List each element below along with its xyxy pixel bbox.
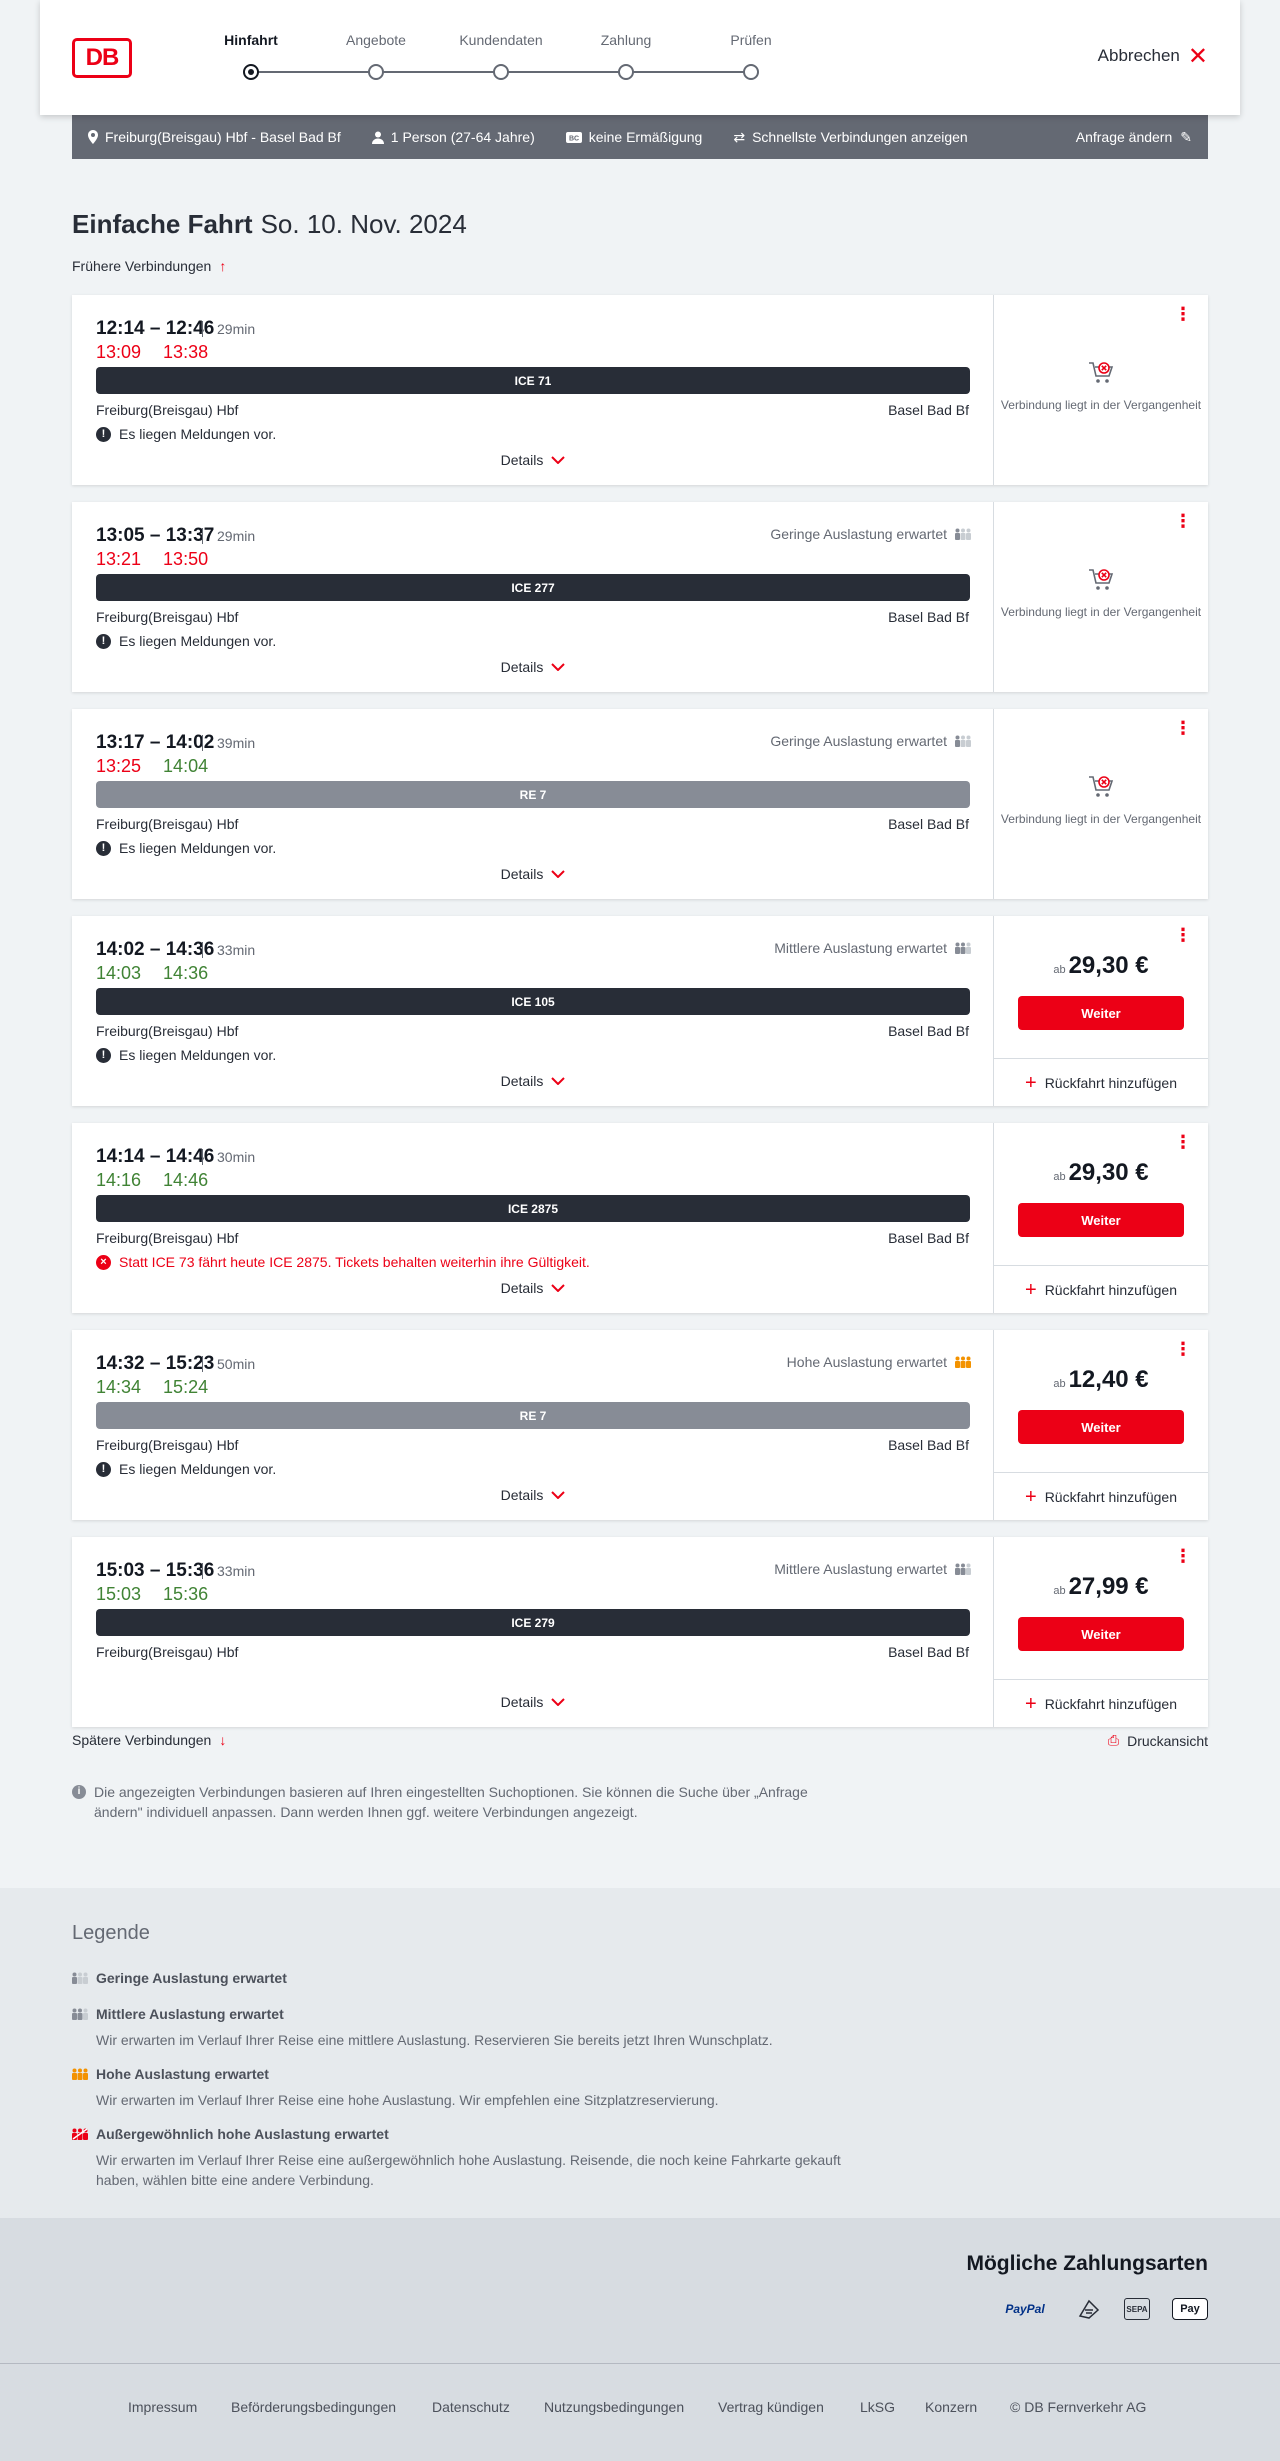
train-name: ICE 2875 [507, 1201, 559, 1216]
connection-card [72, 295, 1208, 485]
occupancy-info [787, 1354, 971, 1370]
details-toggle[interactable] [72, 452, 994, 468]
scheduled-times: 12:14 – 12:46 [96, 318, 215, 339]
connection-card [72, 916, 1208, 1106]
connection-card [72, 502, 1208, 692]
page-title [72, 209, 467, 240]
legend-item-text: Wir erwarten im Verlauf Ihrer Reise eine mittlere Auslastung. Reservieren Sie bereits jetzt Ihren Wunschplatz. [96, 2032, 773, 2048]
realtime-departure: 13:09 [96, 342, 142, 362]
realtime-times [96, 1584, 230, 1605]
applepay-label: Pay [1180, 2303, 1200, 2315]
realtime-arrival: 15:36 [163, 1584, 209, 1604]
legend-item [72, 2124, 852, 2190]
legend-item-text: Wir erwarten im Verlauf Ihrer Reise eine außergewöhnlich hohe Auslastung. Reisende, die noch keine Fahrkarte gekauft haben, wählen bitte eine andere Verbindung. [96, 2152, 841, 2188]
step-dot-zahlung [618, 64, 634, 80]
payment-icons [996, 2298, 1208, 2320]
past-connection-info [994, 357, 1208, 413]
message-text: Es liegen Meldungen vor. [119, 1047, 277, 1063]
step-dot-kundendaten [493, 64, 509, 80]
legend-item [72, 2064, 852, 2110]
cancel-button[interactable] [1097, 42, 1208, 70]
realtime-departure: 13:21 [96, 549, 142, 569]
offer-panel [994, 916, 1208, 1106]
price-prefix: ab [1053, 1378, 1066, 1390]
persons-summary [372, 129, 535, 145]
legend-section [0, 1888, 1280, 2218]
add-return-trip-button[interactable] [994, 1058, 1208, 1106]
train-name: ICE 279 [511, 1615, 555, 1630]
past-connection-info [994, 564, 1208, 620]
occupancy-label: Geringe Auslastung erwartet [770, 526, 947, 542]
earlier-connections-link[interactable] [72, 258, 226, 274]
realtime-departure: 14:34 [96, 1377, 142, 1397]
price [994, 1366, 1208, 1394]
swap-arrows-icon: ⇄ [733, 128, 746, 145]
realtime-departure: 15:03 [96, 1584, 142, 1604]
origin-station: Freiburg(Breisgau) Hbf [96, 402, 239, 418]
connection-main[interactable] [72, 502, 994, 692]
price-value: 12,40 € [1068, 1366, 1149, 1393]
chevron-down-icon [551, 1491, 565, 1499]
occupancy-info [774, 940, 971, 956]
error-icon: × [96, 1255, 111, 1270]
realtime-arrival: 13:38 [163, 342, 209, 362]
train-bar[interactable] [96, 1402, 970, 1429]
details-label: Details [500, 1487, 544, 1503]
price [994, 1159, 1208, 1187]
more-options-icon[interactable]: ⋮ [1174, 925, 1192, 945]
destination-station: Basel Bad Bf [888, 1644, 969, 1660]
payment-methods-section [0, 2218, 1280, 2363]
bahncard-icon [566, 132, 582, 143]
connection-message [96, 1461, 276, 1477]
alert-icon: ! [96, 1048, 111, 1063]
step-dot-pruefen [743, 64, 759, 80]
edit-request-button[interactable] [1076, 129, 1192, 146]
discount-text: keine Ermäßigung [588, 129, 703, 145]
cancel-label: Abbrechen [1097, 46, 1180, 65]
alert-icon: ! [96, 841, 111, 856]
plus-icon: + [1025, 1071, 1037, 1094]
occupancy-label: Hohe Auslastung erwartet [786, 1354, 947, 1370]
details-label: Details [500, 866, 544, 882]
cart-unavailable-icon [1086, 564, 1116, 594]
return-label: Rückfahrt hinzufügen [1044, 1281, 1177, 1298]
alert-icon: ! [96, 634, 111, 649]
payment-title: Mögliche Zahlungsarten [966, 2252, 1208, 2275]
footer-link-vertrag-kuendigen[interactable]: Vertrag kündigen [718, 2399, 824, 2415]
add-return-trip-button[interactable] [994, 1472, 1208, 1520]
chevron-down-icon [551, 1077, 565, 1085]
chevron-down-icon [551, 870, 565, 878]
connection-card [72, 1330, 1208, 1520]
more-options-icon[interactable]: ⋮ [1174, 1339, 1192, 1359]
legend-item-title: Außergewöhnlich hohe Auslastung erwartet [96, 2126, 389, 2142]
legend-item-title: Mittlere Auslastung erwartet [96, 2006, 284, 2022]
past-label: Verbindung liegt in der Vergangenheit [1000, 398, 1202, 412]
destination-station: Basel Bad Bf [888, 1437, 969, 1453]
location-pin-icon [88, 130, 98, 144]
page-date: So. 10. Nov. 2024 [260, 209, 467, 239]
occupancy-label: Mittlere Auslastung erwartet [774, 940, 947, 956]
connection-message [96, 633, 276, 649]
high-load-icon [955, 1356, 971, 1368]
fastest-summary [733, 129, 967, 146]
train-bar[interactable] [96, 367, 970, 394]
plus-icon: + [1025, 1278, 1037, 1301]
details-label: Details [500, 1280, 544, 1296]
extreme-load-icon [72, 2128, 88, 2140]
origin-station: Freiburg(Breisgau) Hbf [96, 1437, 239, 1453]
legend-item [72, 2004, 852, 2050]
connection-message [96, 426, 276, 442]
duration: 39min [202, 735, 255, 751]
realtime-times [96, 342, 230, 363]
train-name: ICE 105 [511, 994, 555, 1009]
progress-steps [180, 32, 780, 92]
duration: 33min [202, 1563, 255, 1579]
plus-icon: + [1025, 1485, 1037, 1508]
chevron-down-icon [551, 456, 565, 464]
pencil-icon: ✎ [1180, 128, 1192, 145]
print-label: Druckansicht [1127, 1732, 1208, 1749]
note-text: Die angezeigten Verbindungen basieren auf Ihren eingestellten Suchoptionen. Sie können die Suche über „Anfrage ändern" individuell anpassen. Dann werden Ihnen ggf. weitere Verbindungen angezeigt. [94, 1784, 808, 1820]
destination-station: Basel Bad Bf [888, 1230, 969, 1246]
footer-link-befoerderungsbedingungen[interactable]: Beförderungsbedingungen [231, 2399, 397, 2415]
price-value: 29,30 € [1068, 952, 1149, 979]
edit-request-label: Anfrage ändern [1075, 129, 1173, 145]
arrow-up-icon: ↑ [219, 258, 227, 274]
destination-station: Basel Bad Bf [888, 609, 969, 625]
past-label: Verbindung liegt in der Vergangenheit [1000, 812, 1202, 826]
offer-panel [994, 1537, 1208, 1727]
origin-station: Freiburg(Breisgau) Hbf [96, 1023, 239, 1039]
message-text: Es liegen Meldungen vor. [119, 426, 277, 442]
add-return-trip-button[interactable] [994, 1265, 1208, 1313]
chevron-down-icon [551, 1284, 565, 1292]
connection-main[interactable] [72, 1537, 994, 1727]
details-label: Details [500, 659, 544, 675]
low-load-icon [955, 528, 971, 540]
realtime-departure: 14:16 [96, 1170, 142, 1190]
scheduled-times: 13:17 – 14:02 [96, 732, 215, 753]
creditcard-icon [1076, 2298, 1102, 2320]
mid-load-icon [955, 942, 971, 954]
price [994, 952, 1208, 980]
return-label: Rückfahrt hinzufügen [1044, 1695, 1177, 1712]
train-name: ICE 71 [514, 373, 552, 388]
train-name: RE 7 [519, 787, 547, 802]
info-icon: i [72, 1785, 86, 1799]
header [40, 0, 1240, 115]
footer-link-lksg[interactable]: LkSG [860, 2399, 896, 2415]
connection-main[interactable] [72, 709, 994, 899]
db-logo[interactable]: DB [72, 38, 132, 78]
details-label: Details [500, 1694, 544, 1710]
train-bar[interactable] [96, 1609, 970, 1636]
svg-text:BC: BC [568, 135, 579, 142]
plus-icon: + [1025, 1692, 1037, 1715]
continue-button[interactable] [1018, 996, 1184, 1030]
legend-item-title: Geringe Auslastung erwartet [96, 1970, 287, 1986]
price-prefix: ab [1053, 964, 1066, 976]
page-title-text: Einfache Fahrt [72, 209, 253, 239]
mid-load-icon [72, 2008, 88, 2020]
train-name: ICE 277 [511, 580, 555, 595]
occupancy-info [770, 733, 971, 749]
print-icon: ⎙ [1107, 1732, 1120, 1748]
later-label: Spätere Verbindungen [72, 1732, 212, 1748]
origin-station: Freiburg(Breisgau) Hbf [96, 609, 239, 625]
more-options-icon[interactable]: ⋮ [1174, 304, 1192, 324]
connection-message [96, 1254, 590, 1270]
footer-link-datenschutz[interactable]: Datenschutz [432, 2399, 510, 2415]
footer-link-impressum[interactable]: Impressum [128, 2399, 198, 2415]
more-options-icon[interactable]: ⋮ [1174, 1132, 1192, 1152]
close-icon: ✕ [1187, 42, 1208, 70]
occupancy-label: Mittlere Auslastung erwartet [774, 1561, 947, 1577]
more-options-icon[interactable]: ⋮ [1174, 511, 1192, 531]
scheduled-times: 14:02 – 14:36 [96, 939, 215, 960]
past-label: Verbindung liegt in der Vergangenheit [1000, 605, 1202, 619]
price-value: 29,30 € [1068, 1159, 1149, 1186]
print-view-link[interactable] [1108, 1732, 1208, 1749]
details-toggle[interactable] [72, 1280, 994, 1296]
train-bar[interactable] [96, 574, 970, 601]
continue-label: Weiter [1081, 1419, 1121, 1435]
realtime-departure: 13:25 [96, 756, 142, 776]
legend-item-text: Wir erwarten im Verlauf Ihrer Reise eine hohe Auslastung. Wir empfehlen eine Sitzplatzreservierung. [96, 2092, 719, 2108]
connection-message [96, 840, 276, 856]
realtime-times [96, 963, 230, 984]
duration: 30min [202, 1149, 255, 1165]
fastest-text: Schnellste Verbindungen anzeigen [752, 129, 968, 145]
persons-text: 1 Person (27-64 Jahre) [390, 129, 535, 145]
destination-station: Basel Bad Bf [888, 402, 969, 418]
destination-station: Basel Bad Bf [888, 1023, 969, 1039]
more-options-icon[interactable]: ⋮ [1174, 718, 1192, 738]
connection-message [96, 1047, 276, 1063]
duration: 29min [202, 528, 255, 544]
route-text: Freiburg(Breisgau) Hbf - Basel Bad Bf [105, 129, 341, 145]
duration: 50min [202, 1356, 255, 1372]
arrow-down-icon: ↓ [219, 1732, 227, 1748]
details-label: Details [500, 1073, 544, 1089]
legend-item-title: Hohe Auslastung erwartet [96, 2066, 269, 2082]
continue-button[interactable] [1018, 1203, 1184, 1237]
occupancy-label: Geringe Auslastung erwartet [770, 733, 947, 749]
duration: 33min [202, 942, 255, 958]
details-toggle[interactable] [72, 866, 994, 882]
details-label: Details [500, 452, 544, 468]
realtime-times [96, 1170, 230, 1191]
route-summary [88, 129, 341, 145]
sepa-icon: SEPA [1124, 2298, 1150, 2320]
continue-label: Weiter [1081, 1005, 1121, 1021]
continue-button[interactable] [1018, 1410, 1184, 1444]
realtime-times [96, 549, 230, 570]
alert-icon: ! [96, 427, 111, 442]
details-toggle[interactable] [72, 1487, 994, 1503]
connection-main[interactable] [72, 916, 994, 1106]
details-toggle[interactable] [72, 659, 994, 675]
occupancy-info [774, 1561, 971, 1577]
offer-panel [994, 1123, 1208, 1313]
footer-link-nutzungsbedingungen[interactable]: Nutzungsbedingungen [544, 2399, 685, 2415]
message-text: Es liegen Meldungen vor. [119, 1461, 277, 1477]
connection-card [72, 1123, 1208, 1313]
origin-station: Freiburg(Breisgau) Hbf [96, 1644, 239, 1660]
footer-copyright: © DB Fernverkehr AG [1010, 2399, 1147, 2415]
price [994, 1573, 1208, 1601]
step-dot-hinfahrt [243, 64, 259, 80]
person-icon [372, 131, 384, 144]
cart-unavailable-icon [1086, 771, 1116, 801]
legend-item [72, 1968, 852, 1988]
later-connections-link[interactable] [72, 1732, 226, 1748]
step-dot-angebote [368, 64, 384, 80]
realtime-times [96, 1377, 230, 1398]
continue-button[interactable] [1018, 1617, 1184, 1651]
scheduled-times: 13:05 – 13:37 [96, 525, 215, 546]
applepay-icon [1172, 2298, 1208, 2320]
price-prefix: ab [1053, 1585, 1066, 1597]
realtime-arrival: 14:04 [163, 756, 209, 776]
realtime-times [96, 756, 230, 777]
paypal-icon: PayPal [1005, 2302, 1045, 2316]
origin-station: Freiburg(Breisgau) Hbf [96, 816, 239, 832]
search-info-note [72, 1782, 852, 1822]
chevron-down-icon [551, 663, 565, 671]
offer-panel [994, 502, 1208, 692]
train-bar[interactable] [96, 1195, 970, 1222]
message-text: Es liegen Meldungen vor. [119, 840, 277, 856]
connection-card [72, 709, 1208, 899]
cart-unavailable-icon [1086, 357, 1116, 387]
step-kundendaten: Kundendaten [459, 32, 543, 48]
offer-panel [994, 295, 1208, 485]
continue-label: Weiter [1081, 1626, 1121, 1642]
search-summary-bar [72, 115, 1208, 159]
connection-main[interactable] [72, 1330, 994, 1520]
more-options-icon[interactable]: ⋮ [1174, 1546, 1192, 1566]
return-label: Rückfahrt hinzufügen [1044, 1488, 1177, 1505]
message-text: Es liegen Meldungen vor. [119, 633, 277, 649]
legend-title: Legende [72, 1922, 150, 1944]
train-name: RE 7 [519, 1408, 547, 1423]
high-load-icon [72, 2068, 88, 2080]
step-pruefen: Prüfen [730, 32, 772, 48]
connection-main[interactable] [72, 1123, 994, 1313]
realtime-arrival: 14:36 [163, 963, 209, 983]
connection-main[interactable] [72, 295, 994, 485]
discount-summary [566, 129, 703, 145]
details-toggle[interactable] [72, 1073, 994, 1089]
scheduled-times: 14:14 – 14:46 [96, 1146, 215, 1167]
footer-link-konzern[interactable]: Konzern [925, 2399, 978, 2415]
origin-station: Freiburg(Breisgau) Hbf [96, 1230, 239, 1246]
realtime-departure: 14:03 [96, 963, 142, 983]
price-value: 27,99 € [1068, 1573, 1149, 1600]
scheduled-times: 15:03 – 15:36 [96, 1560, 215, 1581]
step-hinfahrt: Hinfahrt [224, 32, 278, 48]
message-text: Statt ICE 73 fährt heute ICE 2875. Tickets behalten weiterhin ihre Gültigkeit. [119, 1254, 590, 1270]
realtime-arrival: 15:24 [163, 1377, 209, 1397]
low-load-icon [955, 735, 971, 747]
offer-panel [994, 709, 1208, 899]
return-label: Rückfahrt hinzufügen [1044, 1074, 1177, 1091]
earlier-label: Frühere Verbindungen [72, 258, 212, 274]
add-return-trip-button[interactable] [994, 1679, 1208, 1727]
footer [0, 2363, 1280, 2461]
scheduled-times: 14:32 – 15:23 [96, 1353, 215, 1374]
realtime-arrival: 13:50 [163, 549, 209, 569]
duration: 29min [202, 321, 255, 337]
mid-load-icon [955, 1563, 971, 1575]
details-toggle[interactable] [72, 1694, 994, 1710]
connection-card [72, 1537, 1208, 1727]
price-prefix: ab [1053, 1171, 1066, 1183]
destination-station: Basel Bad Bf [888, 816, 969, 832]
realtime-arrival: 14:46 [163, 1170, 209, 1190]
train-bar[interactable] [96, 988, 970, 1015]
offer-panel [994, 1330, 1208, 1520]
past-connection-info [994, 771, 1208, 827]
chevron-down-icon [551, 1698, 565, 1706]
low-load-icon [72, 1972, 88, 1984]
alert-icon: ! [96, 1462, 111, 1477]
occupancy-info [770, 526, 971, 542]
continue-label: Weiter [1081, 1212, 1121, 1228]
step-zahlung: Zahlung [600, 32, 652, 48]
step-angebote: Angebote [346, 32, 406, 48]
train-bar[interactable] [96, 781, 970, 808]
